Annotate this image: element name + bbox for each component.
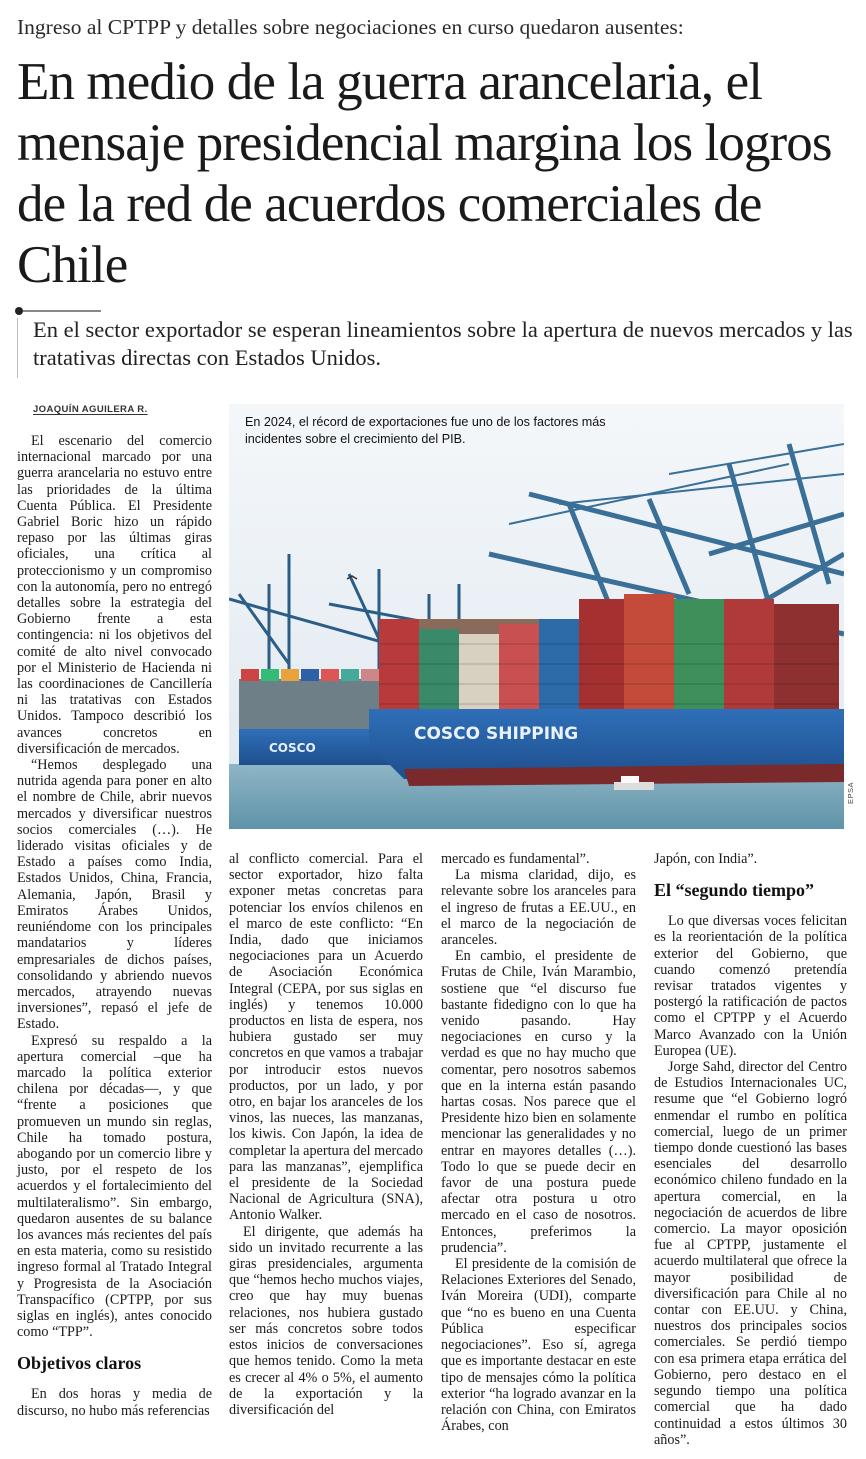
column-4 (654, 851, 847, 1448)
paragraph: Expresó su respaldo a la apertura comercial –que ha marcado la política exterior chilena por décadas—, y que “frente a posiciones que promueven un mundo sin reglas, Chile ha tomado postura, abogando por un comercio libre y justo, por el respeto de los acuerdos y el fortalecimiento del multilateralismo”. Sin embargo, quedaron ausentes de su balance los avances más recientes del país en esta materia, como su resistido ingreso formal al Tratado Integral y Progresista de la Asociación Transpacífico (CPTPP, por sus siglas en inglés), antes conocido como “TPP”. (17, 1032, 212, 1341)
paragraph: mercado es fundamental”. (441, 851, 590, 867)
svg-text:COSCO: COSCO (269, 741, 316, 755)
photo-container-ship (229, 404, 844, 829)
port-photo-illustration (229, 404, 844, 829)
ship-brand-text: COSCO SHIPPING (414, 724, 579, 744)
paragraph: “Hemos desplegado una nutrida agenda para poner en alto el nombre de Chile, abrir nuevos mercados y diversificar nuestros socios comerciales (…). He liderado visitas oficiales y de Estado a países como India, Estados Unidos, China, Francia, Alemania, Japón, Brasil y Emiratos Árabes Unidos, reuniéndome con los principales mandatarios y líderes empresariales de dichos países, consolidando y abriendo nuevos mercados, atrayendo nuevas inversiones”, repasó el jefe de Estado. (17, 757, 212, 1033)
paragraph: Jorge Sahd, director del Centro de Estudios Internacionales UC, resume que “el Gobierno logró enmendar el rumbo en política comercial, luego de un primer tiempo donde cuestionó las bases esenciales del desarrollo económico chileno fundado en la apertura comercial, en la negociación de acuerdos de libre comercio. La mayor oposición fue al CPTPP, justamente el acuerdo multilateral que ofrece la mayor posibilidad de diversificación para Chile al no contar con EE.UU. y China, nuestros dos principales socios comerciales. Se perdió tiempo con esa primera etapa errática del Gobierno, pero destaco en el segundo tiempo una política comercial que ha dado continuidad a estos últimos 30 años”. (654, 1059, 847, 1448)
headline: En medio de la guerra arancelaria, el mensaje presidencial margina los logros de la red de acuerdos comerciales de Chile (17, 53, 832, 294)
column-3 (441, 851, 636, 1434)
subheading-segundo-tiempo: El “segundo tiempo” (654, 880, 815, 901)
paragraph: El presidente de la comisión de Relaciones Exteriores del Senado, Iván Moreira (UDI), comparte que “no es bueno en una Cuenta Pública especificar negociaciones”. Eso sí, agrega que es importante destacar en este tipo de mensajes cómo la política exterior “ha logrado avanzar en la relación con China, con Emiratos Árabes, con (441, 1256, 636, 1435)
rule-dot (15, 307, 23, 315)
paragraph: Japón, con India”. (654, 851, 758, 867)
paragraph: En dos horas y media de discurso, no hubo más referencias (17, 1386, 212, 1419)
paragraph: La misma claridad, dijo, es relevante sobre los aranceles para el ingreso de frutas a EE.UU., en el marco de la negociación de aranceles. (441, 867, 636, 949)
paragraph: El dirigente, que además ha sido un invitado recurrente a las giras presidenciales, argumenta que “hemos hecho muchos viajes, creo que hay muy buenas relaciones, nos hubiera gustado ser más concretos sobre todos estos inicios de conversaciones que hemos tenido. Como la meta es crecer al 4% o 5%, el aumento de la exportación y la diversificación del (229, 1223, 423, 1418)
column-1 (17, 433, 212, 1419)
paragraph: El escenario del comercio internacional marcado por una guerra arancelaria no estuvo entre las prioridades de la última Cuenta Pública. El Presidente Gabriel Boric hizo un rápido repaso por las últimas giras oficiales, una crítica al proteccionismo y un compromiso con la autonomía, pero no entregó detalles sobre la estrategia del Gobierno frente a esta contingencia: ni los objetivos del comité de alto nivel convocado por el Ministerio de Hacienda ni las coordinaciones de Cancillería ni las tratativas con Estados Unidos. Tampoco describió los avances concretos en diversificación de mercados. (17, 433, 212, 757)
subheading-objetivos: Objetivos claros (17, 1353, 142, 1374)
deck: En el sector exportador se esperan lineamientos sobre la apertura de nuevos mercados y las tratativas directas con Estados Unidos. (33, 317, 853, 370)
paragraph: Lo que diversas voces felicitan es la reorientación de la política exterior del Gobierno, que cuando comenzó pretendía revisar tratados vigentes y postergó la ratificación de pactos como el CPTPP y el Acuerdo Marco Avanzado con la Unión Europea (UE). (654, 913, 847, 1059)
paragraph: En cambio, el presidente de Frutas de Chile, Iván Marambio, sostiene que “el discurso fue bastante fidedigno con lo que ha venido pasando. Hay negociaciones en curso y la verdad es que no hay mucho que comentar, pero nosotros sabemos que en la interna están pasando hartas cosas. Nos parece que el Presidente hizo bien en solamente mencionar las generalidades y no entrar en mayores detalles (…). Todo lo que se puede decir en favor de una postura puede afectar otra postura u otro mercado en el caso de nosotros. Entonces, preferimos la prudencia”. (441, 948, 636, 1256)
byline: JOAQUÍN AGUILERA R. (33, 404, 148, 415)
deck-bar (17, 318, 18, 378)
photo-caption: En 2024, el récord de exportaciones fue uno de los factores más incidentes sobre el crecimiento del PIB. (245, 415, 606, 446)
column-2 (229, 851, 423, 1418)
rule-line (23, 310, 101, 312)
paragraph: al conflicto comercial. Para el sector exportador, hizo falta exponer metas concretas para potenciar los envíos chilenos en el marco de este conflicto: “En India, dado que iniciamos negociaciones para un Acuerdo de Asociación Económica Integral (CEPA, por sus siglas en inglés) y tenemos 10.000 productos en lista de espera, nos hubiera gustado ser muy concretos en que vamos a trabajar por introducir estos nuevos productos, por un lado, y por otro, en bajar los aranceles de los vinos, las nueces, las manzanas, los kiwis. Con Japón, la idea de completar la apertura del mercado para las manzanas”, ejemplifica el presidente de la Sociedad Nacional de Agricultura (SNA), Antonio Walker. (229, 851, 423, 1224)
photo-credit: EPSA (846, 781, 855, 804)
kicker: Ingreso al CPTPP y detalles sobre negociaciones en curso quedaron ausentes: (17, 15, 684, 39)
